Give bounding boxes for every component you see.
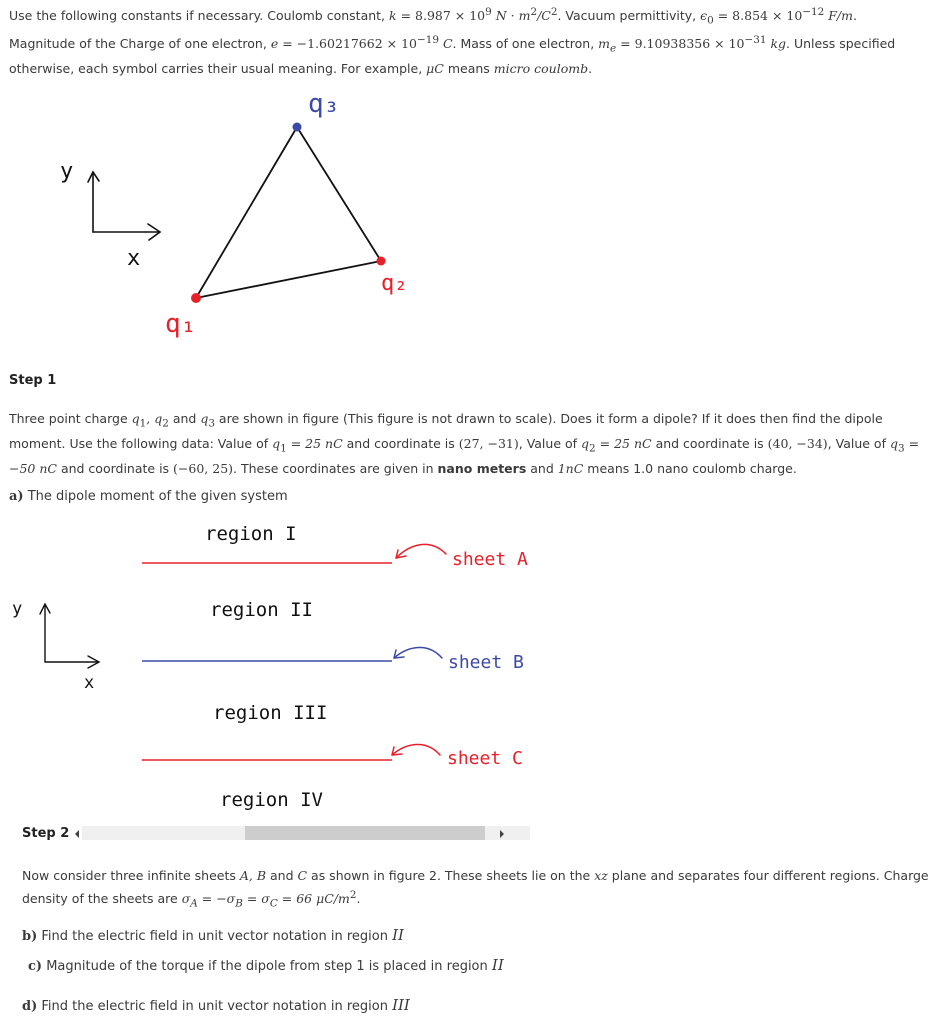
intro-text-3: . Magnitude of the Charge of one electron, (9, 8, 857, 52)
electron-mass-exponent: −31 (744, 34, 767, 47)
step-1-paragraph (9, 409, 929, 479)
s1-v1-sub: 1 (280, 442, 287, 455)
s1-q2-value: = 25 nC (595, 436, 652, 451)
s1-q3-coord: (−60, 25) (173, 461, 234, 476)
question-c-region: II (491, 956, 504, 974)
coulomb-unit-2: /C (537, 8, 551, 24)
question-d-region: III (392, 996, 410, 1014)
s2-density-exp: 2 (349, 888, 357, 901)
s1-text-10: and (526, 461, 558, 476)
s1-v2: q (581, 436, 590, 451)
scroll-right-button[interactable] (497, 826, 507, 840)
axes-2 (40, 604, 99, 668)
electron-charge-unit: C (438, 36, 453, 52)
epsilon-symbol: ϵ (700, 8, 708, 24)
s1-q2-sub: 2 (162, 417, 169, 430)
q1-label: q₁ (165, 309, 197, 339)
question-b-letter: b) (22, 929, 38, 944)
s2-charge-density: = 66 μC/m (277, 890, 350, 906)
electron-mass-unit: kg (766, 36, 787, 52)
s2-text-4: plane and separates four different regions. Charge density of the sheets are (22, 868, 929, 906)
s1-text-7: , Value of (827, 436, 890, 451)
question-c-text: Magnitude of the torque if the dipole from step 1 is placed in region (42, 959, 492, 974)
region-1-label: region I (205, 523, 297, 545)
s1-one-nc: 1nC (557, 461, 584, 476)
question-a-text: The dipole moment of the given system (23, 489, 288, 504)
s2-eq-1: = −σ (197, 890, 236, 906)
scroll-left-button[interactable] (72, 826, 82, 840)
s2-text-2: and (266, 868, 298, 883)
region-4-label: region IV (220, 789, 323, 811)
step-1-title: Step 1 (9, 373, 57, 388)
sheets-figure (0, 510, 933, 815)
coulomb-value: = 8.987 × 10 (396, 8, 486, 24)
s1-nano-meters: nano meters (437, 461, 527, 476)
epsilon-sub: 0 (707, 14, 714, 27)
s1-v1: q (272, 436, 281, 451)
s1-q1: q (131, 411, 140, 426)
step-2-title: Step 2 (22, 826, 70, 841)
s1-text-3: are shown in figure (This figure is not drawn to scale). Does it form a dipole? If it does then find the dipole moment. Use the following data: Value of (9, 411, 883, 451)
s1-v3-sub: 3 (897, 442, 905, 455)
s2-text-3: as shown in figure 2. These sheets lie on the (307, 868, 595, 883)
sheet-c-pointer (392, 744, 440, 755)
s1-text-9: . These coordinates are given in (233, 461, 438, 476)
scrollbar-thumb[interactable] (245, 826, 485, 840)
question-a (9, 487, 288, 507)
epsilon-value: = 8.854 × 10 (713, 8, 803, 24)
coulomb-unit-exp: 2 (530, 6, 538, 18)
s1-q3: q (200, 411, 209, 426)
sheet-a-label: sheet A (452, 549, 528, 570)
s2-xz-plane: xz (594, 868, 608, 883)
s1-v2-sub: 2 (589, 442, 596, 455)
s1-text-1: Three point charge (9, 411, 132, 426)
question-d (22, 996, 410, 1017)
coulomb-symbol: k (389, 8, 397, 24)
s2-text-1: Now consider three infinite sheets (22, 868, 240, 883)
microcoulomb-symbol: μC (426, 61, 444, 77)
s1-v3: q (889, 436, 898, 451)
s2-sigma-c-sub: C (269, 897, 278, 910)
electron-mass-sub: e (610, 42, 617, 55)
s1-text-6: and coordinate is (651, 436, 768, 451)
region-3-label: region III (213, 702, 328, 724)
electron-charge-value: = −1.60217662 × 10 (278, 36, 417, 52)
s1-q2: q (154, 411, 163, 426)
step-2-paragraph (22, 866, 932, 914)
edge-q1-q2 (196, 261, 381, 298)
intro-text-4: . Mass of one electron, (452, 36, 599, 52)
s1-q3-value: = −50 nC (9, 436, 920, 476)
sheet-b-label: sheet B (448, 652, 524, 673)
question-b-region: II (392, 926, 404, 944)
intro-text-6: means (443, 61, 494, 77)
axis-y-2-label: y (12, 599, 23, 619)
q3-label: q₃ (308, 89, 340, 119)
axis-x-2-label: x (84, 673, 95, 693)
charge-triangle-figure (0, 60, 933, 360)
epsilon-exponent: −12 (802, 6, 825, 18)
s2-sigma: σ (181, 890, 191, 906)
s2-text-5: . (356, 890, 361, 906)
intro-text-7: . (588, 61, 593, 77)
caret-left-icon (72, 827, 82, 841)
question-b-text: Find the electric field in unit vector notation in region (37, 929, 393, 944)
s2-sheet-c: C (297, 868, 308, 883)
s1-q2-coord: (40, −34) (767, 436, 828, 451)
micro-coulomb-text: micro coulomb (493, 61, 589, 77)
s1-text-2: and (168, 411, 201, 426)
s1-q1-coord: (27, −31) (458, 436, 519, 451)
triangle (196, 127, 381, 298)
q3-charge-dot (293, 123, 302, 132)
coulomb-exponent: 9 (485, 6, 492, 18)
electron-charge-symbol: e (270, 36, 279, 52)
s1-q3-sub: 3 (208, 417, 215, 430)
question-d-text: Find the electric field in unit vector notation in region (37, 999, 393, 1014)
edge-q3-q2 (297, 127, 381, 261)
s1-text-8: and coordinate is (56, 461, 174, 476)
s1-q1-value: = 25 nC (286, 436, 343, 451)
s2-sigma-b-sub: B (235, 897, 243, 910)
s1-comma: , (146, 411, 155, 426)
s1-text-5: , Value of (518, 436, 582, 451)
s1-q1-sub: 1 (139, 417, 147, 430)
question-c (28, 956, 504, 977)
coulomb-unit-2-exp: 2 (550, 6, 558, 18)
question-b (22, 926, 404, 947)
edge-q1-q3 (196, 127, 297, 298)
question-d-letter: d) (22, 999, 38, 1014)
epsilon-unit: F/m (824, 8, 853, 24)
axis-y-label: y (60, 159, 74, 184)
s2-sheets-ab: A, B (239, 868, 267, 883)
q2-label: q₂ (381, 271, 408, 296)
caret-right-icon (497, 827, 507, 841)
sheet-c-label: sheet C (447, 748, 523, 769)
question-c-letter: c) (28, 959, 43, 974)
q2-charge-dot (377, 257, 386, 266)
s1-text-4: and coordinate is (342, 436, 459, 451)
axes-1 (88, 172, 160, 240)
electron-mass-symbol: m (598, 36, 611, 52)
s1-text-11: means 1.0 nano coulomb charge. (583, 461, 797, 476)
electron-mass-value: = 9.10938356 × 10 (616, 36, 745, 52)
region-2-label: region II (210, 599, 313, 621)
sheet-b-pointer (394, 647, 442, 658)
q1-charge-dot (191, 293, 201, 303)
question-a-letter: a) (9, 489, 24, 504)
intro-text-5: . Unless specified otherwise, each symbol carries their usual meaning. For example, (9, 36, 896, 77)
axis-x-label: x (127, 246, 141, 271)
s2-sigma-a-sub: A (190, 897, 198, 910)
intro-text-1: Use the following constants if necessary. Coulomb constant, (9, 8, 390, 24)
intro-text-2: . Vacuum permittivity, (557, 8, 701, 24)
coulomb-unit: N · m (491, 8, 531, 24)
electron-charge-exponent: −19 (417, 34, 439, 47)
s2-eq-2: = σ (242, 890, 270, 906)
